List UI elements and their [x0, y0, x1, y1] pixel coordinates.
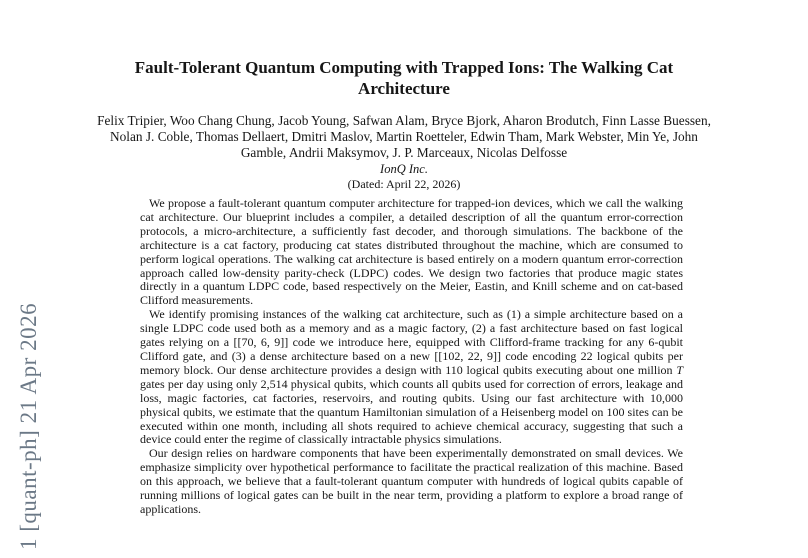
dated-line: (Dated: April 22, 2026) [347, 177, 461, 191]
paper-title-line-1: Fault-Tolerant Quantum Computing with Trapped Ions: The Walking Cat [134, 58, 674, 77]
abstract-paragraph-3: Our design relies on hardware components that have been experimentally demonstrated on small devices. We emphasize simplicity over hypothetical performance to facilitate the practical realization of this machine. Based on this approach, we believe that a fault-tolerant quantum computer with hundreds of logical qubits capable of running millions of logical gates can be built in the near term, providing a platform to explore a broad range of applications. [140, 446, 683, 516]
affiliation: IonQ Inc. [380, 162, 428, 176]
abstract [140, 197, 683, 517]
abstract-paragraph-1: We propose a fault-tolerant quantum computer architecture for trapped-ion devices, which we call the walking cat architecture. Our blueprint includes a compiler, a detailed description of all the quantum error-correction protocols, a micro-architecture, a sufficiently fast decoder, and thorough simulations. The backbone of the architecture is a cat factory, producing cat states distributed throughout the machine, which are consumed to perform logical operations. The walking cat architecture is based entirely on a modern quantum error-correction approach called low-density parity-check (LDPC) codes. We design two factories that produce magic states directly in a quantum LDPC code, based respectively on the Meier, Eastin, and Knill scheme and on cat-based Clifford measurements. [140, 196, 683, 308]
abstract-paragraph-2-text-b: gates per day using only 2,514 physical qubits, which counts all qubits used for correction of errors, leakage and loss, magic factories, cat factories, reservoirs, and routing qubits. Using our fast architecture with 10,000 physical qubits, we estimate that the quantum Hamiltonian simulation of a Heisenberg model on 100 sites can be executed within one month, including all shots required to achieve chemical accuracy, suggesting that such a device could enter the regime of classically intractable physics simulations. [140, 376, 683, 447]
paper-title [0, 57, 808, 99]
author-list: Felix Tripier, Woo Chang Chung, Jacob Young, Safwan Alam, Bryce Bjork, Aharon Brodutch, Finn Lasse Buessen, Nolan J. Coble, Thomas Dellaert, Dmitri Maslov, Martin Roetteler, Edwin Tham, Mark Webster, Min Ye, John Gamble, Andrii Maksymov, J. P. Marceaux, Nicolas Delfosse [97, 113, 711, 161]
arxiv-watermark: 1 [quant-ph] 21 Apr 2026 [16, 302, 41, 550]
abstract-paragraph-2 [140, 308, 683, 447]
abstract-paragraph-2-text-a: We identify promising instances of the walking cat architecture, such as (1) a simple architecture based on a single LDPC code used both as a memory and as a magic factory, (2) a fast architecture based on fast logical gates relying on a [[70, 6, 9]] code we introduce here, equipped with Clifford-frame tracking for any 6-qubit Clifford gate, and (3) a dense architecture based on a new [[102, 22, 9]] code encoding 22 logical qubits per memory block. Our dense architecture provides a design with 110 logical qubits executing about one million [140, 307, 683, 377]
paper-title-line-2: Architecture [358, 79, 450, 98]
math-symbol-T: T [676, 362, 683, 377]
